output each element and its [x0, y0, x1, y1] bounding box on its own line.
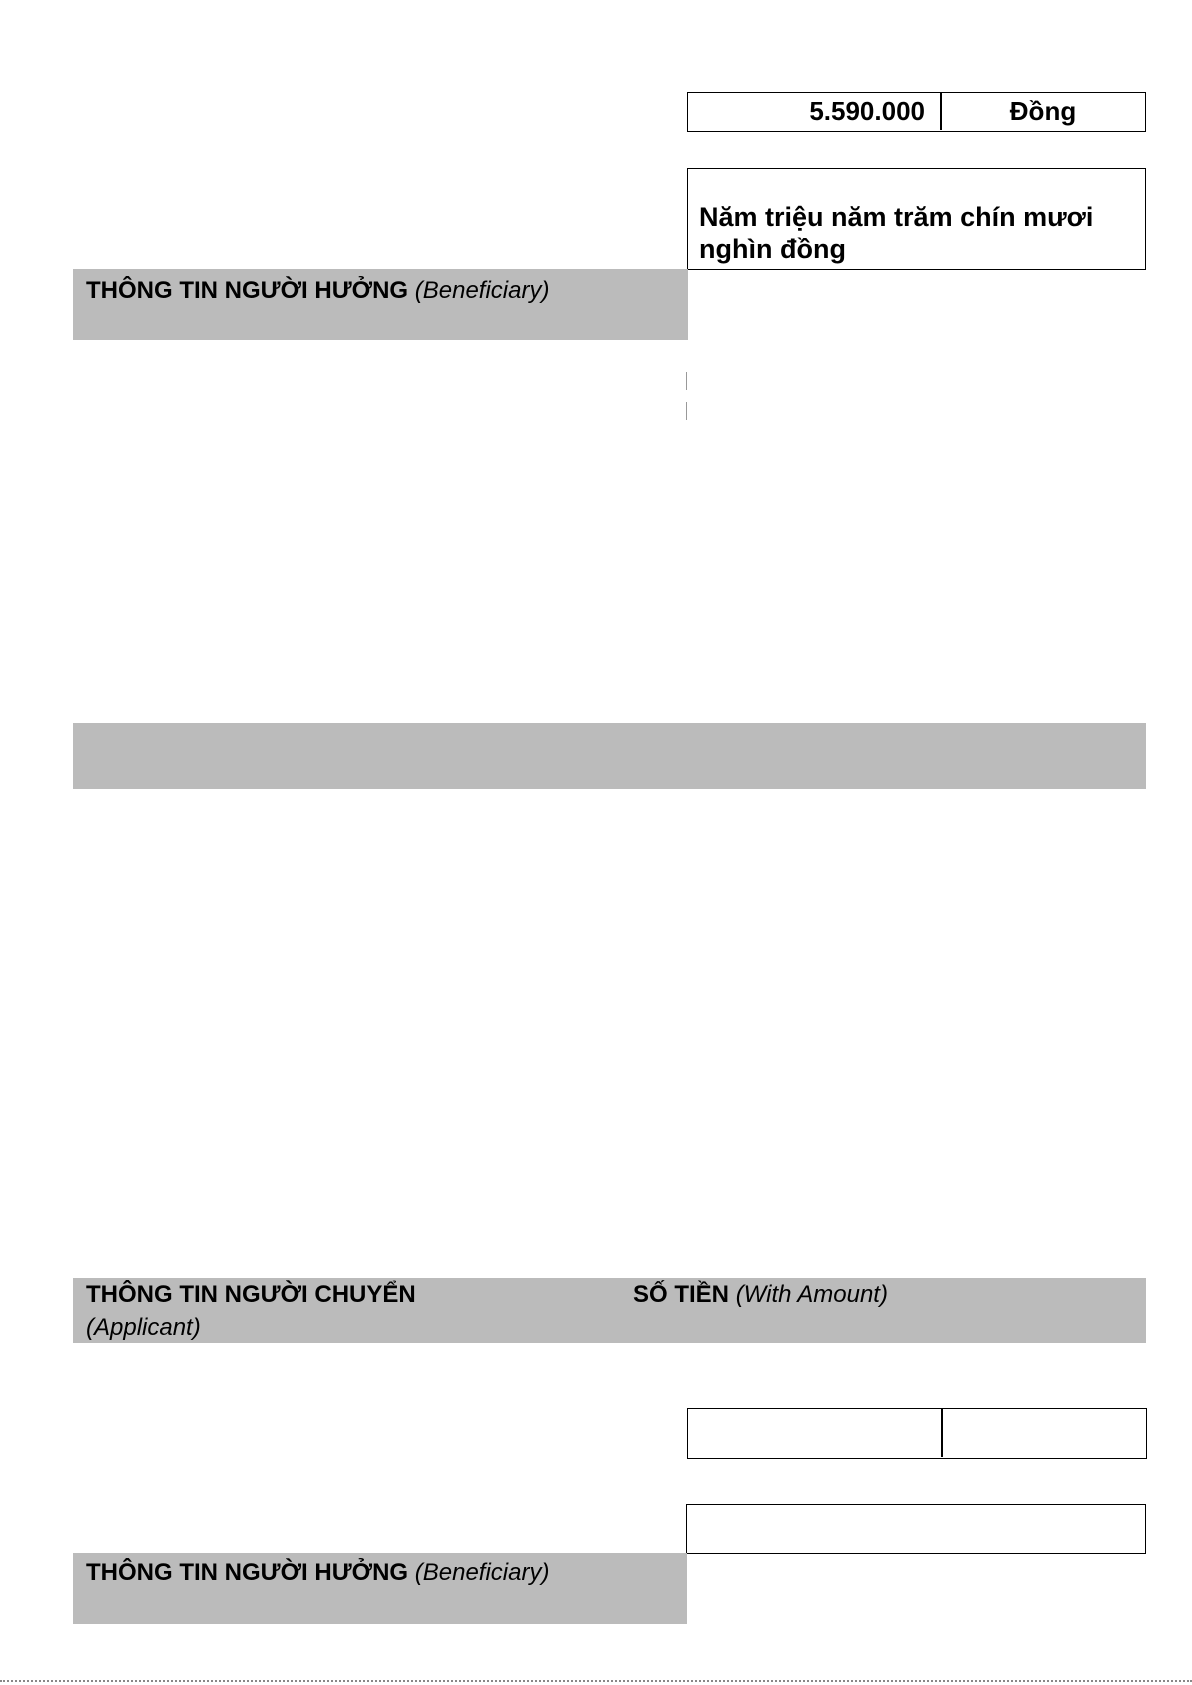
applicant-header-bar — [73, 1278, 1146, 1343]
beneficiary-header-bar — [73, 269, 688, 340]
amount-title: SỐ TIỀN — [633, 1281, 730, 1308]
beneficiary-header-2 — [86, 1558, 549, 1588]
beneficiary-subtitle: (Beneficiary) — [414, 1559, 550, 1586]
currency-value — [943, 1409, 1145, 1457]
amount-value: 5.590.000 — [809, 96, 925, 126]
applicant-subtitle: (Applicant) — [86, 1314, 201, 1341]
page-bottom-rule — [0, 1680, 1192, 1683]
currency-value: Đồng — [1009, 96, 1077, 126]
beneficiary-title: THÔNG TIN NGƯỜI HƯỞNG — [86, 1559, 409, 1586]
amount-subtitle: (With Amount) — [735, 1281, 888, 1308]
amount-in-words-box — [687, 168, 1146, 270]
amount-box — [687, 92, 1146, 132]
beneficiary-header-bar-2 — [73, 1553, 687, 1624]
beneficiary-header — [86, 276, 549, 306]
beneficiary-title: THÔNG TIN NGƯỜI HƯỞNG — [86, 277, 409, 304]
applicant-header — [86, 1278, 416, 1344]
applicant-title: THÔNG TIN NGƯỜI CHUYỂN — [86, 1281, 416, 1308]
amount-in-words-box-empty — [686, 1504, 1146, 1554]
beneficiary-subtitle: (Beneficiary) — [414, 277, 550, 304]
amount-value — [688, 1409, 941, 1457]
amount-header — [633, 1278, 888, 1311]
divider-tick — [686, 372, 687, 390]
section-separator-bar — [73, 723, 1146, 789]
amount-box-empty — [687, 1408, 1147, 1459]
amount-in-words-value: Năm triệu năm trăm chín mươi nghìn đồng — [699, 202, 1094, 264]
divider-tick — [686, 402, 687, 420]
